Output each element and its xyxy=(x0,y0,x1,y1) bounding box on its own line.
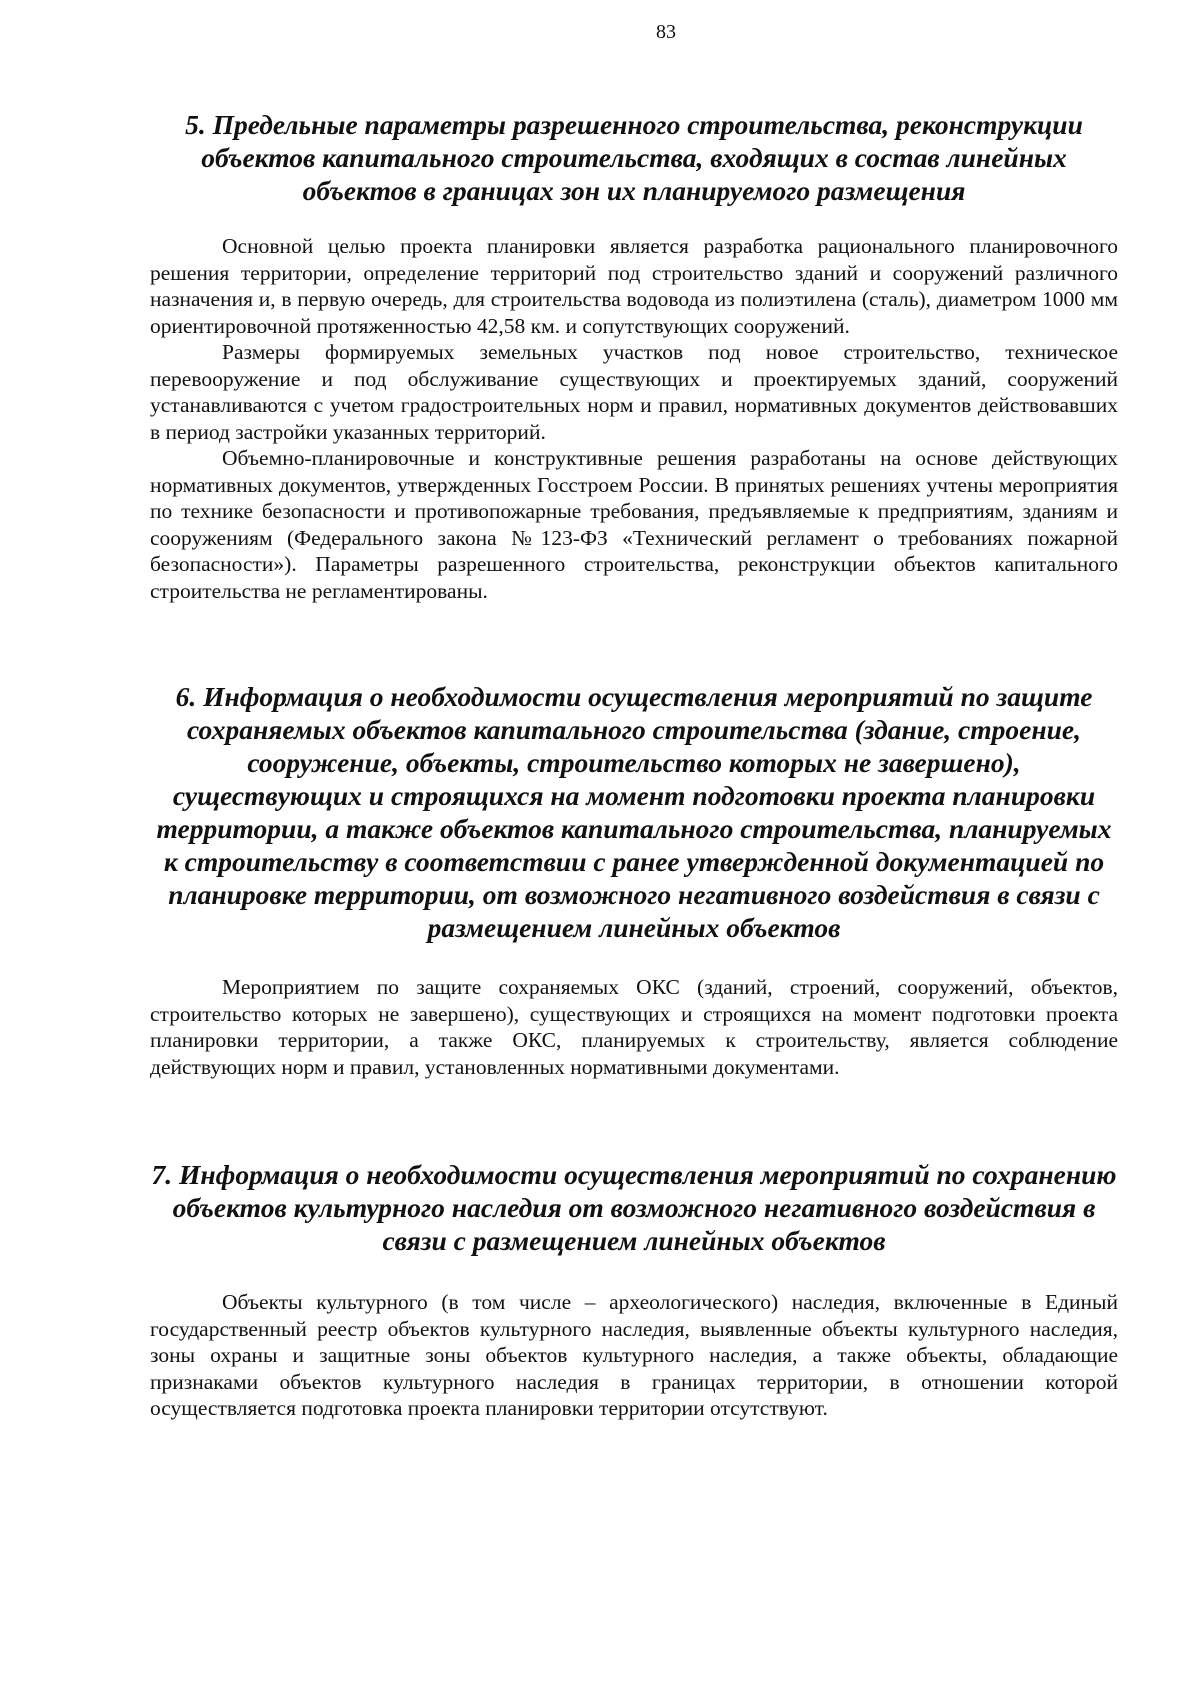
section-5-paragraph-3: Объемно-планировочные и конструктивные решения разработаны на основе действующих нормативных документов, утвержденных Госстроем России. В принятых решениях учтены мероприятия по технике безопасности и противопожарные требования, предъявляемые к предприятиям, зданиям и сооружениям (Федерального закона №123-ФЗ «Технический регламент о требованиях пожарной безопасности»). Параметры разрешенного строительства, реконструкции объектов капитального строительства не регламентированы. xyxy=(150,446,1118,603)
document-content xyxy=(150,108,1118,1422)
section-7-body xyxy=(150,1289,1118,1422)
section-6-body xyxy=(150,974,1118,1080)
page-number: 83 xyxy=(656,21,676,43)
section-5-paragraph-1: Основной целью проекта планировки является разработка рационального планировочного решения территории, определение территорий под строительство зданий и сооружений различного назначения и, в первую очередь, для строительства водовода из полиэтилена (сталь), диаметром 1000 мм ориентировочной протяженностью 42,58 км. и сопутствующих сооружений. xyxy=(150,234,1118,338)
section-5-paragraph-2: Размеры формируемых земельных участков под новое строительство, техническое перевооружение и под обслуживание существующих и проектируемых зданий, сооружений устанавливаются с учетом градостроительных норм и правил, нормативных документов действовавших в период застройки указанных территорий. xyxy=(150,340,1118,444)
section-5-title: 5. Предельные параметры разрешенного строительства, реконструкции объектов капитального строительства, входящих в состав линейных объектов в границах зон их планируемого размещения xyxy=(185,109,1083,206)
section-6-title: 6. Информация о необходимости осуществления мероприятий по защите сохраняемых объектов капитального строительства (здание, строение, сооружение, объекты, строительство которых не завершено), существующих и строящихся на момент подготовки проекта планировки территории, а также объектов капитального строительства, планируемых к строительству в соответствии с ранее утвержденной документацией по планировке территории, от возможного негативного воздействия в связи с размещением линейных объектов xyxy=(156,681,1112,943)
section-7-paragraph-1: Объекты культурного (в том числе – археологического) наследия, включенные в Единый государственный реестр объектов культурного наследия, выявленные объекты культурного наследия, зоны охраны и защитные зоны объектов культурного наследия, а также объекты, обладающие признаками объектов культурного наследия в границах территории, в отношении которой осуществляется подготовка проекта планировки территории отсутствуют. xyxy=(150,1290,1118,1420)
section-5-body xyxy=(150,233,1118,604)
section-6-paragraph-1: Мероприятием по защите сохраняемых ОКС (зданий, строений, сооружений, объектов, строительство которых не завершено), существующих и строящихся на момент подготовки проекта планировки территории, а также ОКС, планируемых к строительству, является соблюдение действующих норм и правил, установленных нормативными документами. xyxy=(150,975,1118,1079)
section-7-title: 7. Информация о необходимости осуществления мероприятий по сохранению объектов культурного наследия от возможного негативного воздействия в связи с размещением линейных объектов xyxy=(151,1159,1117,1256)
